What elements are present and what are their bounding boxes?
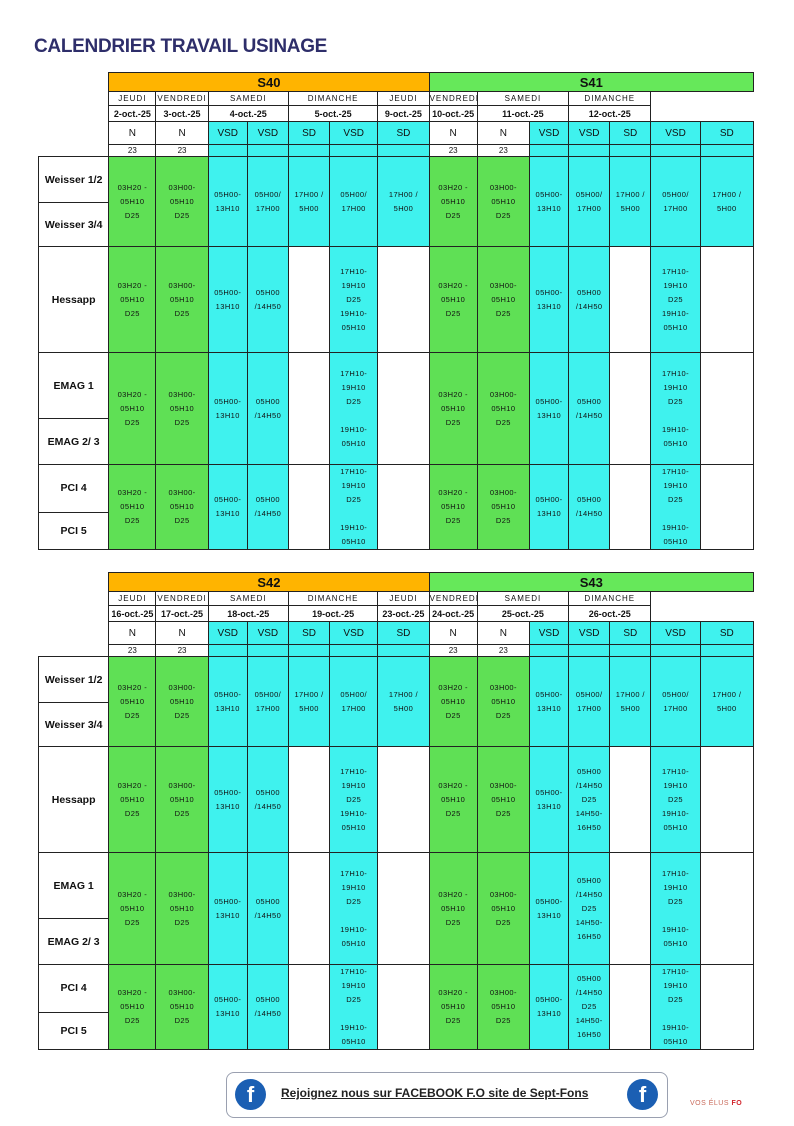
empty-cell bbox=[378, 747, 429, 853]
empty-cell bbox=[610, 965, 651, 1050]
shift-code: VSD bbox=[651, 622, 700, 645]
shift-cell: 05H00/ 17H00 bbox=[247, 157, 288, 247]
empty-cell bbox=[378, 645, 429, 657]
blank-cell bbox=[39, 92, 109, 106]
shift-cell: 05H00- 13H10 bbox=[529, 157, 568, 247]
shift-code: SD bbox=[378, 122, 429, 145]
empty-cell bbox=[378, 965, 429, 1050]
page-title: CALENDRIER TRAVAIL USINAGE bbox=[34, 36, 328, 57]
shift-cell: 03H00- 05H10 D25 bbox=[156, 853, 208, 965]
empty-cell bbox=[288, 645, 329, 657]
shift-code: VSD bbox=[529, 622, 568, 645]
empty-cell bbox=[529, 145, 568, 157]
shift-code: VSD bbox=[247, 122, 288, 145]
blank-cell bbox=[39, 573, 109, 592]
empty-cell bbox=[208, 145, 247, 157]
blank-cell bbox=[39, 73, 109, 92]
shift-cell: 03H00- 05H10 D25 bbox=[156, 657, 208, 747]
shift-cell: 17H10- 19H10 D25 19H10- 05H10 bbox=[330, 465, 378, 550]
shift-code: N bbox=[477, 622, 529, 645]
empty-cell bbox=[288, 353, 329, 465]
shift-code: SD bbox=[378, 622, 429, 645]
shift-cell: 05H00/ 17H00 bbox=[569, 657, 610, 747]
shift-cell: 05H00- 13H10 bbox=[208, 247, 247, 353]
row-weisser bbox=[39, 657, 754, 703]
empty-cell bbox=[651, 145, 700, 157]
empty-cell bbox=[700, 965, 753, 1050]
date-header: 4-oct.-25 bbox=[208, 106, 288, 122]
date-header: 10-oct.-25 bbox=[429, 106, 477, 122]
day-header: JEUDI bbox=[109, 592, 156, 606]
shift-cell: 03H20 - 05H10 D25 bbox=[109, 747, 156, 853]
shift-cell: 03H00- 05H10 D25 bbox=[156, 747, 208, 853]
empty-cell bbox=[378, 465, 429, 550]
shift-cell: 03H00- 05H10 D25 bbox=[477, 353, 529, 465]
empty-cell bbox=[651, 645, 700, 657]
empty-cell bbox=[330, 645, 378, 657]
empty-cell bbox=[330, 145, 378, 157]
shift-cell: 05H00/ 17H00 bbox=[651, 157, 700, 247]
empty-cell bbox=[247, 145, 288, 157]
shift-cell: 17H00 / 5H00 bbox=[700, 157, 753, 247]
shift-code: VSD bbox=[208, 122, 247, 145]
shift-cell: 03H20 - 05H10 D25 bbox=[109, 157, 156, 247]
shift-cell: 17H10- 19H10 D25 19H10- 05H10 bbox=[651, 853, 700, 965]
date-header: 5-oct.-25 bbox=[288, 106, 377, 122]
shift-cell: 03H00- 05H10 D25 bbox=[477, 247, 529, 353]
shift-cell: 05H00 /14H50 D25 14H50- 16H50 bbox=[569, 747, 610, 853]
blank-cell bbox=[39, 106, 109, 122]
day-header: DIMANCHE bbox=[569, 592, 651, 606]
shift-cell: 05H00- 13H10 bbox=[529, 353, 568, 465]
shift-cell: 05H00- 13H10 bbox=[529, 853, 568, 965]
number-23: 23 bbox=[109, 145, 156, 157]
shift-cell: 03H00- 05H10 D25 bbox=[156, 353, 208, 465]
empty-cell bbox=[378, 145, 429, 157]
shift-cell: 03H20 - 05H10 D25 bbox=[429, 747, 477, 853]
shift-cell: 05H00 /14H50 bbox=[569, 247, 610, 353]
empty-cell bbox=[700, 145, 753, 157]
shift-code: N bbox=[429, 122, 477, 145]
shift-cell: 05H00- 13H10 bbox=[208, 657, 247, 747]
empty-cell bbox=[378, 353, 429, 465]
empty-cell bbox=[208, 645, 247, 657]
number-23: 23 bbox=[477, 145, 529, 157]
date-header: 11-oct.-25 bbox=[477, 106, 568, 122]
shift-code: SD bbox=[700, 622, 753, 645]
shift-code: N bbox=[429, 622, 477, 645]
empty-cell bbox=[610, 145, 651, 157]
shift-cell: 17H10- 19H10 D25 19H10- 05H10 bbox=[651, 747, 700, 853]
shift-cell: 05H00- 13H10 bbox=[208, 853, 247, 965]
shift-cell: 05H00 /14H50 D25 14H50- 16H50 bbox=[569, 965, 610, 1050]
shift-code: VSD bbox=[330, 122, 378, 145]
shift-cell: 17H00 / 5H00 bbox=[378, 157, 429, 247]
shift-cell: 03H20 - 05H10 D25 bbox=[429, 353, 477, 465]
row-emag-1 bbox=[39, 353, 754, 419]
shift-cell: 05H00 /14H50 D25 14H50- 16H50 bbox=[569, 853, 610, 965]
shift-cell: 05H00/ 17H00 bbox=[330, 157, 378, 247]
shift-cell: 17H00 / 5H00 bbox=[610, 657, 651, 747]
machine-label: EMAG 2/ 3 bbox=[39, 919, 109, 965]
elus-prefix: VOS ÉLUS bbox=[690, 1100, 730, 1107]
number-23: 23 bbox=[156, 145, 208, 157]
date-header: 17-oct.-25 bbox=[156, 606, 208, 622]
empty-cell bbox=[610, 465, 651, 550]
empty-cell bbox=[700, 747, 753, 853]
empty-cell bbox=[247, 645, 288, 657]
machine-label: Weisser 3/4 bbox=[39, 203, 109, 247]
shift-code: N bbox=[109, 122, 156, 145]
empty-cell bbox=[288, 747, 329, 853]
shift-cell: 05H00 /14H50 bbox=[247, 747, 288, 853]
week-header: S41 bbox=[429, 73, 753, 92]
shift-code: N bbox=[477, 122, 529, 145]
empty-cell bbox=[700, 247, 753, 353]
machine-label: EMAG 1 bbox=[39, 853, 109, 919]
day-header: SAMEDI bbox=[477, 592, 568, 606]
day-header: SAMEDI bbox=[208, 92, 288, 106]
shift-code: VSD bbox=[330, 622, 378, 645]
empty-cell bbox=[288, 965, 329, 1050]
shift-cell: 17H10- 19H10 D25 19H10- 05H10 bbox=[330, 353, 378, 465]
empty-cell bbox=[700, 465, 753, 550]
week-header: S40 bbox=[109, 73, 429, 92]
day-header: VENDREDI bbox=[156, 92, 208, 106]
empty-cell bbox=[569, 645, 610, 657]
shift-cell: 03H20 - 05H10 D25 bbox=[109, 465, 156, 550]
shift-code: N bbox=[109, 622, 156, 645]
shift-cell: 05H00- 13H10 bbox=[208, 965, 247, 1050]
machine-label: PCI 4 bbox=[39, 965, 109, 1013]
shift-cell: 05H00 /14H50 bbox=[569, 465, 610, 550]
empty-cell bbox=[610, 747, 651, 853]
date-header: 24-oct.-25 bbox=[429, 606, 477, 622]
shift-cell: 05H00- 13H10 bbox=[529, 747, 568, 853]
shift-cell: 05H00- 13H10 bbox=[529, 965, 568, 1050]
shift-cell: 03H00- 05H10 D25 bbox=[477, 465, 529, 550]
machine-label: Weisser 1/2 bbox=[39, 657, 109, 703]
shift-cell: 03H00- 05H10 D25 bbox=[477, 157, 529, 247]
shift-cell: 17H10- 19H10 D25 19H10- 05H10 bbox=[651, 465, 700, 550]
blank-cell bbox=[39, 592, 109, 606]
number-23: 23 bbox=[429, 645, 477, 657]
shift-cell: 03H00- 05H10 D25 bbox=[156, 965, 208, 1050]
day-header: SAMEDI bbox=[477, 92, 568, 106]
empty-cell bbox=[610, 853, 651, 965]
empty-cell bbox=[288, 853, 329, 965]
machine-label: Hessapp bbox=[39, 747, 109, 853]
blank-cell bbox=[39, 122, 109, 145]
empty-cell bbox=[700, 353, 753, 465]
shift-code: VSD bbox=[569, 122, 610, 145]
shift-cell: 03H00- 05H10 D25 bbox=[477, 747, 529, 853]
date-header: 23-oct.-25 bbox=[378, 606, 429, 622]
shift-cell: 03H20 - 05H10 D25 bbox=[429, 965, 477, 1050]
empty-cell bbox=[700, 645, 753, 657]
shift-cell: 05H00/ 17H00 bbox=[247, 657, 288, 747]
shift-code: VSD bbox=[247, 622, 288, 645]
row-pci-4 bbox=[39, 965, 754, 1013]
machine-label: Weisser 1/2 bbox=[39, 157, 109, 203]
shift-cell: 17H10- 19H10 D25 19H10- 05H10 bbox=[330, 853, 378, 965]
shift-code: N bbox=[156, 122, 208, 145]
blank-cell bbox=[39, 145, 109, 157]
shift-cell: 03H20 - 05H10 D25 bbox=[109, 247, 156, 353]
shift-code: VSD bbox=[569, 622, 610, 645]
empty-cell bbox=[700, 853, 753, 965]
shift-cell: 03H00- 05H10 D25 bbox=[477, 965, 529, 1050]
machine-label: EMAG 2/ 3 bbox=[39, 419, 109, 465]
day-header: VENDREDI bbox=[429, 592, 477, 606]
date-header: 19-oct.-25 bbox=[288, 606, 377, 622]
number-23: 23 bbox=[429, 145, 477, 157]
number-23: 23 bbox=[156, 645, 208, 657]
date-header: 26-oct.-25 bbox=[569, 606, 651, 622]
shift-cell: 05H00 /14H50 bbox=[569, 353, 610, 465]
date-header: 25-oct.-25 bbox=[477, 606, 568, 622]
shift-cell: 17H10- 19H10 D25 19H10- 05H10 bbox=[330, 965, 378, 1050]
date-header: 3-oct.-25 bbox=[156, 106, 208, 122]
facebook-icon: f bbox=[627, 1079, 658, 1110]
blank-cell bbox=[39, 622, 109, 645]
shift-cell: 17H10- 19H10 D25 19H10- 05H10 bbox=[651, 965, 700, 1050]
shift-cell: 05H00/ 17H00 bbox=[569, 157, 610, 247]
shift-cell: 17H00 / 5H00 bbox=[610, 157, 651, 247]
empty-cell bbox=[610, 645, 651, 657]
shift-code: SD bbox=[700, 122, 753, 145]
shift-cell: 05H00- 13H10 bbox=[529, 657, 568, 747]
shift-cell: 03H20 - 05H10 D25 bbox=[109, 965, 156, 1050]
shift-code: N bbox=[156, 622, 208, 645]
shift-cell: 05H00 /14H50 bbox=[247, 965, 288, 1050]
machine-label: Hessapp bbox=[39, 247, 109, 353]
shift-code: SD bbox=[288, 122, 329, 145]
number-23: 23 bbox=[109, 645, 156, 657]
date-header: 16-oct.-25 bbox=[109, 606, 156, 622]
day-header: JEUDI bbox=[378, 92, 429, 106]
empty-cell bbox=[378, 247, 429, 353]
shift-cell: 05H00- 13H10 bbox=[208, 465, 247, 550]
week-header: S43 bbox=[429, 573, 753, 592]
shift-cell: 05H00- 13H10 bbox=[208, 747, 247, 853]
date-header: 2-oct.-25 bbox=[109, 106, 156, 122]
shift-cell: 05H00 /14H50 bbox=[247, 247, 288, 353]
shift-cell: 05H00 /14H50 bbox=[247, 353, 288, 465]
shift-code: SD bbox=[610, 622, 651, 645]
shift-code: SD bbox=[610, 122, 651, 145]
day-header: DIMANCHE bbox=[288, 92, 377, 106]
day-header: VENDREDI bbox=[156, 592, 208, 606]
machine-label: PCI 5 bbox=[39, 512, 109, 549]
shift-code: VSD bbox=[529, 122, 568, 145]
day-header: DIMANCHE bbox=[569, 92, 651, 106]
empty-cell bbox=[610, 353, 651, 465]
empty-cell bbox=[529, 645, 568, 657]
date-header: 12-oct.-25 bbox=[569, 106, 651, 122]
shift-cell: 17H10- 19H10 D25 19H10- 05H10 bbox=[330, 747, 378, 853]
shift-cell: 05H00- 13H10 bbox=[529, 247, 568, 353]
vos-elus-fo bbox=[690, 1100, 742, 1107]
shift-cell: 17H00 / 5H00 bbox=[700, 657, 753, 747]
row-hessapp bbox=[39, 247, 754, 353]
shift-cell: 05H00 /14H50 bbox=[247, 465, 288, 550]
shift-code: VSD bbox=[651, 122, 700, 145]
row-hessapp bbox=[39, 747, 754, 853]
empty-cell bbox=[569, 145, 610, 157]
date-header: 18-oct.-25 bbox=[208, 606, 288, 622]
row-emag-1 bbox=[39, 853, 754, 919]
empty-cell bbox=[288, 145, 329, 157]
date-header: 9-oct.-25 bbox=[378, 106, 429, 122]
shift-cell: 03H20 - 05H10 D25 bbox=[109, 657, 156, 747]
facebook-banner[interactable] bbox=[226, 1072, 668, 1118]
shift-cell: 03H20 - 05H10 D25 bbox=[429, 247, 477, 353]
shift-cell: 17H00 / 5H00 bbox=[288, 157, 329, 247]
day-header: VENDREDI bbox=[429, 92, 477, 106]
week-header: S42 bbox=[109, 573, 429, 592]
shift-cell: 03H00- 05H10 D25 bbox=[156, 247, 208, 353]
shift-cell: 03H20 - 05H10 D25 bbox=[429, 157, 477, 247]
shift-cell: 03H00- 05H10 D25 bbox=[156, 465, 208, 550]
shift-cell: 05H00- 13H10 bbox=[208, 157, 247, 247]
shift-cell: 05H00- 13H10 bbox=[208, 353, 247, 465]
elus-fo: FO bbox=[731, 1100, 743, 1107]
shift-cell: 17H00 / 5H00 bbox=[288, 657, 329, 747]
shift-cell: 17H10- 19H10 D25 19H10- 05H10 bbox=[651, 353, 700, 465]
shift-cell: 03H20 - 05H10 D25 bbox=[429, 465, 477, 550]
empty-cell bbox=[610, 247, 651, 353]
shift-code: SD bbox=[288, 622, 329, 645]
shift-cell: 03H00- 05H10 D25 bbox=[477, 657, 529, 747]
day-header: JEUDI bbox=[109, 92, 156, 106]
row-pci-4 bbox=[39, 465, 754, 513]
machine-label: Weisser 3/4 bbox=[39, 703, 109, 747]
schedule-table-s42-s43 bbox=[38, 572, 754, 1050]
empty-cell bbox=[378, 853, 429, 965]
facebook-icon: f bbox=[235, 1079, 266, 1110]
shift-cell: 05H00/ 17H00 bbox=[651, 657, 700, 747]
shift-cell: 03H20 - 05H10 D25 bbox=[429, 853, 477, 965]
day-header: JEUDI bbox=[378, 592, 429, 606]
empty-cell bbox=[288, 247, 329, 353]
empty-cell bbox=[288, 465, 329, 550]
shift-cell: 03H00- 05H10 D25 bbox=[477, 853, 529, 965]
shift-cell: 05H00 /14H50 bbox=[247, 853, 288, 965]
day-header: SAMEDI bbox=[208, 592, 288, 606]
day-header: DIMANCHE bbox=[288, 592, 377, 606]
number-23: 23 bbox=[477, 645, 529, 657]
shift-cell: 03H20 - 05H10 D25 bbox=[109, 353, 156, 465]
shift-cell: 17H10- 19H10 D25 19H10- 05H10 bbox=[651, 247, 700, 353]
shift-cell: 03H20 - 05H10 D25 bbox=[109, 853, 156, 965]
shift-code: VSD bbox=[208, 622, 247, 645]
machine-label: EMAG 1 bbox=[39, 353, 109, 419]
facebook-link-text[interactable]: Rejoignez nous sur FACEBOOK F.O site de Sept-Fons bbox=[281, 1086, 589, 1100]
shift-cell: 17H10- 19H10 D25 19H10- 05H10 bbox=[330, 247, 378, 353]
shift-cell: 17H00 / 5H00 bbox=[378, 657, 429, 747]
machine-label: PCI 5 bbox=[39, 1012, 109, 1049]
shift-cell: 03H00- 05H10 D25 bbox=[156, 157, 208, 247]
schedule-table-s40-s41 bbox=[38, 72, 754, 550]
machine-label: PCI 4 bbox=[39, 465, 109, 513]
shift-cell: 05H00- 13H10 bbox=[529, 465, 568, 550]
row-weisser bbox=[39, 157, 754, 203]
shift-cell: 05H00/ 17H00 bbox=[330, 657, 378, 747]
shift-cell: 03H20 - 05H10 D25 bbox=[429, 657, 477, 747]
blank-cell bbox=[39, 606, 109, 622]
blank-cell bbox=[39, 645, 109, 657]
